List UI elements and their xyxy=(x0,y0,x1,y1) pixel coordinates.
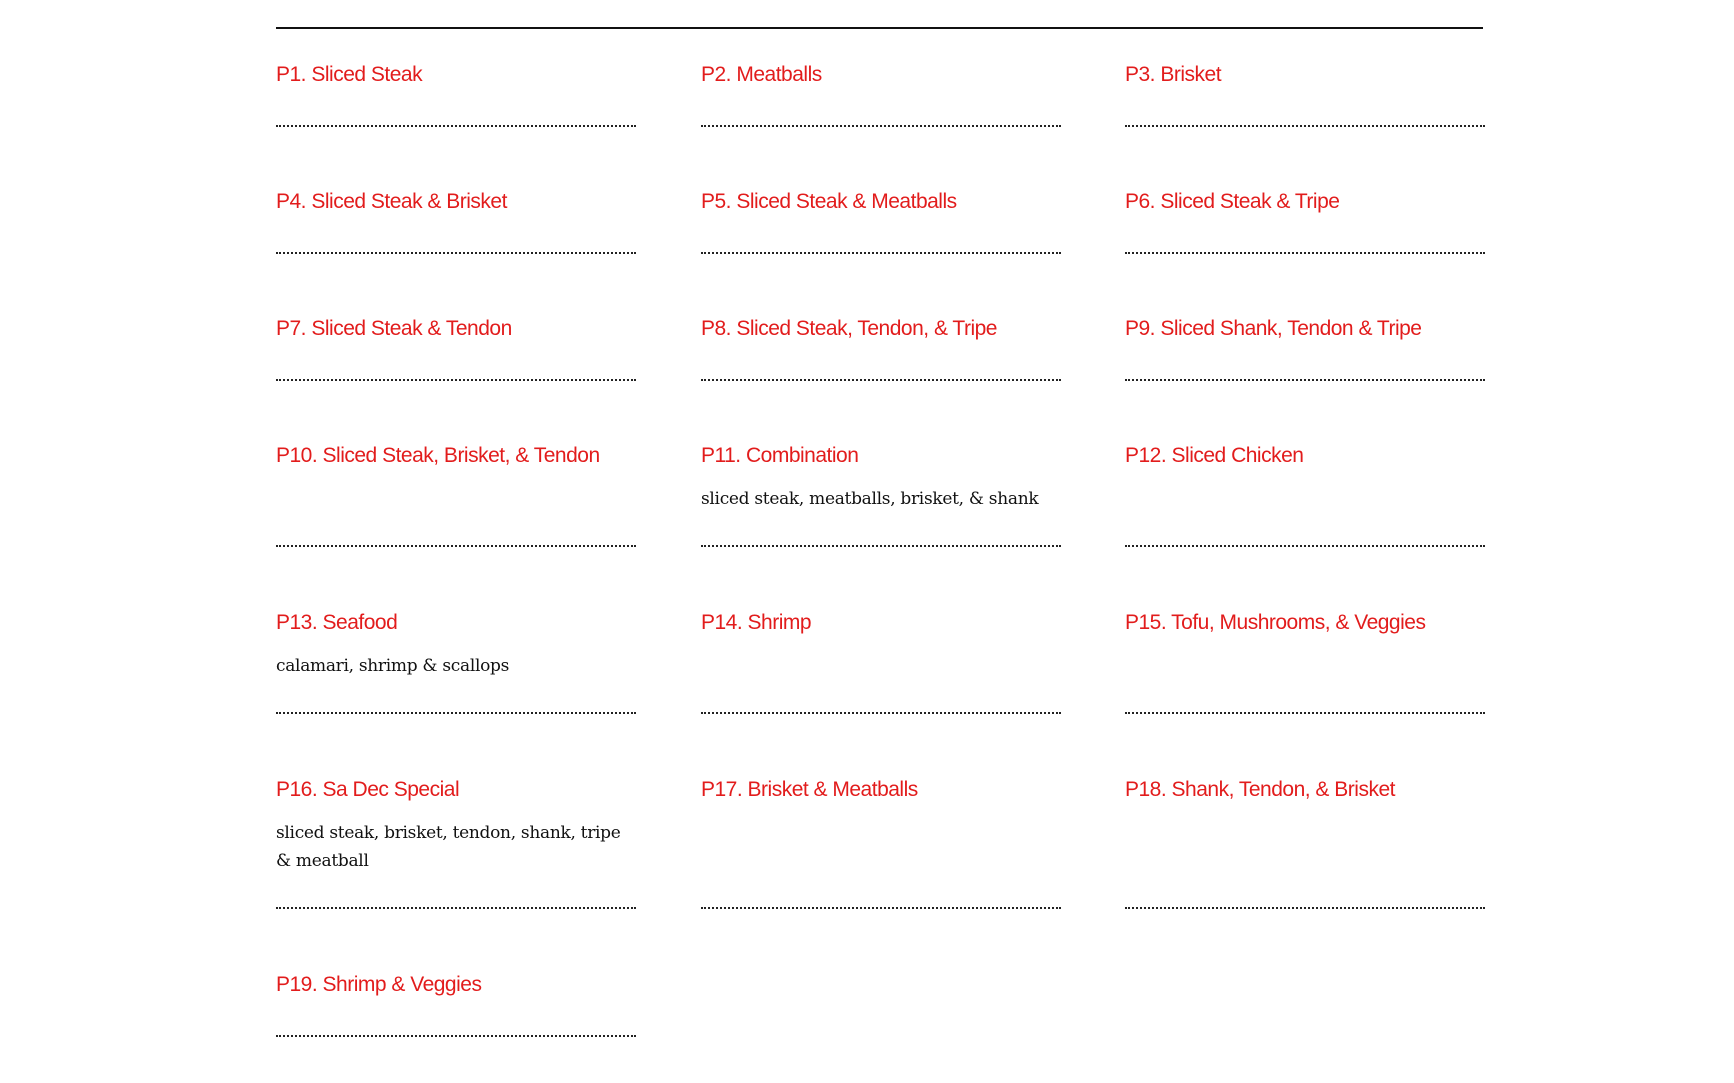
menu-grid xyxy=(276,0,1483,1083)
menu-item-name: P10. Sliced Steak, Brisket, & Tendon xyxy=(276,444,600,467)
menu-item-name: P1. Sliced Steak xyxy=(276,63,423,86)
dotted-leader xyxy=(701,125,1061,127)
menu-item-name: P12. Sliced Chicken xyxy=(1125,444,1304,467)
menu-item-name: P7. Sliced Steak & Tendon xyxy=(276,317,512,340)
dotted-leader xyxy=(276,252,636,254)
menu-item-name: P3. Brisket xyxy=(1125,63,1222,86)
dotted-leader xyxy=(701,252,1061,254)
dotted-leader xyxy=(701,379,1061,381)
menu-item-name: P8. Sliced Steak, Tendon, & Tripe xyxy=(701,317,997,340)
dotted-leader xyxy=(276,379,636,381)
menu-item-name: P17. Brisket & Meatballs xyxy=(701,778,918,801)
menu-item-name: P6. Sliced Steak & Tripe xyxy=(1125,190,1340,213)
menu-item-description: calamari, shrimp & scallops xyxy=(276,656,510,676)
menu-item-name: P19. Shrimp & Veggies xyxy=(276,973,482,996)
dotted-leader xyxy=(276,712,636,714)
menu-item-name: P11. Combination xyxy=(701,444,859,467)
dotted-leader xyxy=(276,545,636,547)
dotted-leader xyxy=(701,545,1061,547)
menu-item-name: P4. Sliced Steak & Brisket xyxy=(276,190,507,213)
dotted-leader xyxy=(1125,907,1485,909)
dotted-leader xyxy=(1125,252,1485,254)
dotted-leader xyxy=(1125,379,1485,381)
menu-item-name: P9. Sliced Shank, Tendon & Tripe xyxy=(1125,317,1422,340)
dotted-leader xyxy=(276,1035,636,1037)
menu-item-name: P14. Shrimp xyxy=(701,611,812,634)
menu-item-description: sliced steak, meatballs, brisket, & shank xyxy=(701,489,1039,509)
menu-item-name: P18. Shank, Tendon, & Brisket xyxy=(1125,778,1395,801)
menu-item-name: P15. Tofu, Mushrooms, & Veggies xyxy=(1125,611,1426,634)
dotted-leader xyxy=(1125,545,1485,547)
menu-item-description: sliced steak, brisket, tendon, shank, tripe & meatball xyxy=(276,823,621,871)
menu-item-name: P2. Meatballs xyxy=(701,63,822,86)
dotted-leader xyxy=(276,907,636,909)
dotted-leader xyxy=(1125,712,1485,714)
menu-item-name: P16. Sa Dec Special xyxy=(276,778,460,801)
dotted-leader xyxy=(276,125,636,127)
dotted-leader xyxy=(701,712,1061,714)
menu-item-name: P13. Seafood xyxy=(276,611,398,634)
dotted-leader xyxy=(1125,125,1485,127)
menu-item-name: P5. Sliced Steak & Meatballs xyxy=(701,190,957,213)
dotted-leader xyxy=(701,907,1061,909)
